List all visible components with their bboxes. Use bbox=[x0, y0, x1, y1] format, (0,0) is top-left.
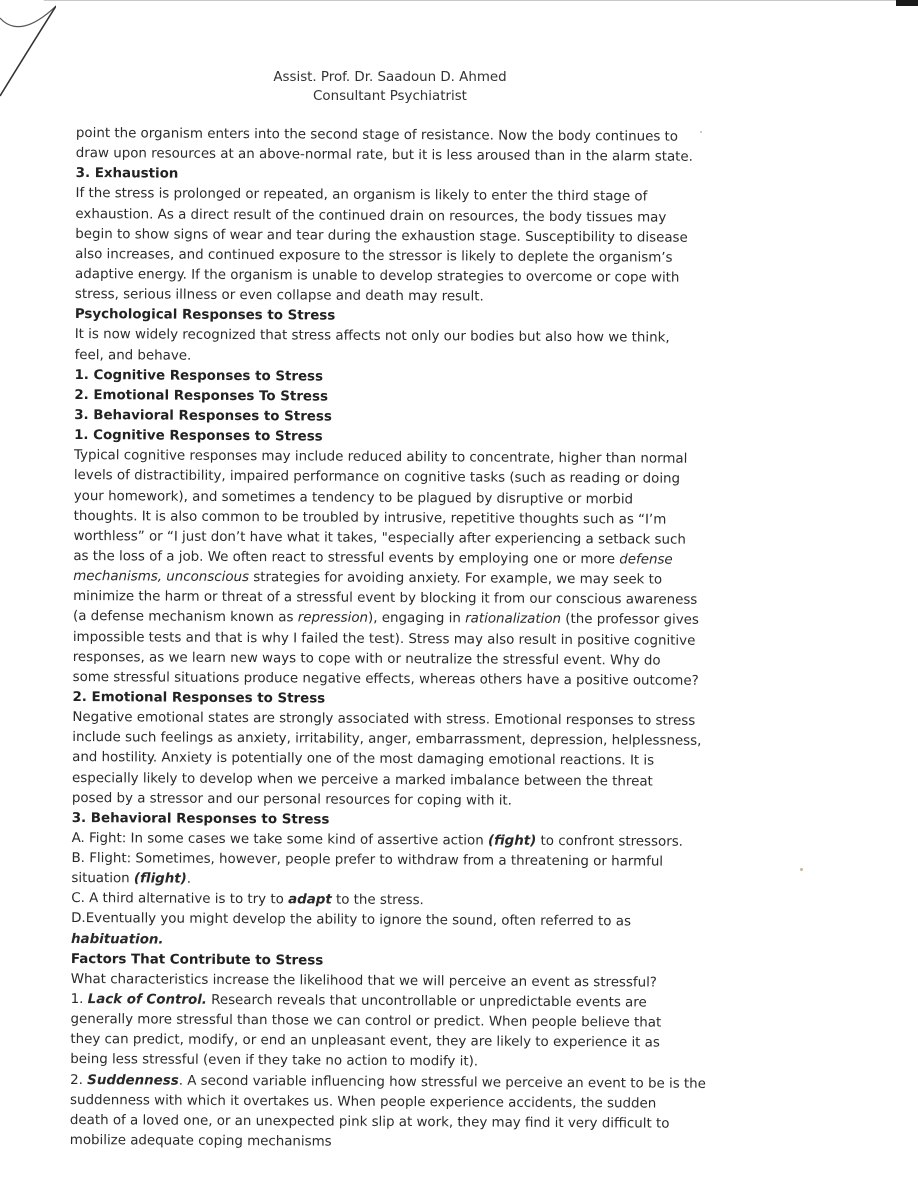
text-segment: 2. Emotional Responses To Stress bbox=[74, 387, 329, 405]
text-segment: ), engaging in bbox=[368, 611, 466, 627]
text-segment: suddenness with which it overtakes us. When people experience accidents, the sudden bbox=[69, 1092, 657, 1112]
text-segment: they can predict, modify, or end an unpleasant event, they are likely to experience it as bbox=[70, 1032, 660, 1051]
text-segment: your homework), and sometimes a tendency to be plagued by disruptive or morbid bbox=[73, 488, 634, 507]
text-segment: (the professor gives bbox=[561, 612, 699, 629]
text-segment: C. A third alternative is to try to bbox=[71, 891, 289, 908]
emphasized-text: habituation. bbox=[70, 931, 164, 948]
document-header bbox=[0, 68, 780, 106]
text-segment: 2. Emotional Responses to Stress bbox=[72, 689, 326, 707]
text-segment: also increases, and continued exposure to the stressor is likely to deplete the organism’s bbox=[75, 246, 673, 266]
text-segment: If the stress is prolonged or repeated, an organism is likely to enter the third stage of bbox=[75, 186, 648, 205]
text-segment: point the organism enters into the second stage of resistance. Now the body continues to bbox=[75, 125, 679, 145]
text-line bbox=[71, 909, 707, 933]
text-segment: mobilize adequate coping mechanisms bbox=[69, 1133, 332, 1150]
text-segment: feel, and behave. bbox=[74, 347, 192, 364]
text-segment: and hostility. Anxiety is potentially one of the most damaging emotional reactions. It is bbox=[72, 750, 655, 769]
emphasized-text: (flight) bbox=[133, 871, 187, 887]
text-segment: B. Flight: Sometimes, however, people prefer to withdraw from a threatening or harmful bbox=[71, 851, 664, 870]
text-segment: especially likely to develop when we perceive a marked imbalance between the threat bbox=[71, 770, 653, 790]
text-segment: worthless” or “I just don’t have what it takes, "especially after experiencing a setback such bbox=[73, 528, 686, 548]
text-segment: draw upon resources at an above-normal rate, but it is less aroused than in the alarm state. bbox=[75, 146, 693, 165]
text-segment: 1. bbox=[70, 992, 88, 1008]
text-segment: It is now widely recognized that stress affects not only our bodies but also how we think, bbox=[74, 327, 670, 347]
scan-speck bbox=[800, 868, 803, 871]
text-segment: (a defense mechanism known as bbox=[72, 609, 298, 626]
text-segment: 3. Behavioral Responses to Stress bbox=[74, 407, 332, 425]
emphasized-text: adapt bbox=[288, 892, 332, 908]
text-segment: 1. Cognitive Responses to Stress bbox=[74, 367, 324, 385]
text-segment: levels of distractibility, impaired performance on cognitive tasks (such as reading or doing bbox=[73, 468, 681, 488]
text-segment: 1. Cognitive Responses to Stress bbox=[74, 428, 323, 445]
text-segment: D.Eventually you might develop the ability to ignore the sound, often referred to as bbox=[71, 911, 632, 930]
document-body bbox=[70, 124, 712, 1155]
text-segment: A. Fight: In some cases we take some kind of assertive action bbox=[71, 830, 489, 849]
author-name: Assist. Prof. Dr. Saadoun D. Ahmed bbox=[273, 70, 507, 85]
emphasized-text: Suddenness bbox=[87, 1072, 179, 1089]
text-segment: generally more stressful than those we can control or predict. When people believe that bbox=[70, 1012, 662, 1031]
text-segment: . bbox=[186, 871, 192, 887]
text-segment: responses, as we learn new ways to cope with or neutralize the stressful event. Why do bbox=[72, 649, 661, 669]
text-segment: 2. bbox=[70, 1072, 88, 1088]
text-segment: 3. Behavioral Responses to Stress bbox=[71, 810, 330, 828]
text-segment: adaptive energy. If the organism is unable to develop strategies to overcome or cope with bbox=[75, 266, 680, 286]
text-segment: Psychological Responses to Stress bbox=[74, 307, 336, 324]
text-segment: to the stress. bbox=[331, 892, 424, 909]
emphasized-text: mechanisms, unconscious bbox=[73, 569, 250, 586]
text-segment: exhaustion. As a direct result of the continued drain on resources, the body tissues may bbox=[75, 206, 667, 226]
text-segment: being less stressful (even if they take no action to modify it). bbox=[70, 1052, 479, 1070]
emphasized-text: rationalization bbox=[465, 611, 562, 628]
scan-edge-mark bbox=[896, 0, 918, 6]
text-segment: some stressful situations produce negative effects, whereas others have a positive outcome? bbox=[72, 669, 699, 689]
text-segment: begin to show signs of wear and tear during the exhaustion stage. Susceptibility to disease bbox=[75, 226, 688, 246]
text-segment: stress, serious illness or even collapse and death may result. bbox=[74, 287, 484, 305]
text-segment: Factors That Contribute to Stress bbox=[70, 951, 324, 969]
text-segment: Research reveals that uncontrollable or unpredictable events are bbox=[206, 992, 647, 1011]
text-segment: to confront stressors. bbox=[536, 833, 683, 850]
emphasized-text: repression bbox=[297, 610, 369, 627]
text-segment: What characteristics increase the likelihood that we will perceive an event as stressful? bbox=[70, 971, 657, 991]
text-segment: 3. Exhaustion bbox=[75, 166, 179, 182]
text-segment: thoughts. It is also common to be troubled by intrusive, repetitive thoughts such as “I’m bbox=[73, 508, 667, 528]
author-role: Consultant Psychiatrist bbox=[313, 89, 467, 104]
text-segment: . A second variable influencing how stressful we perceive an event to be is the bbox=[178, 1073, 706, 1092]
emphasized-text: Lack of Control. bbox=[87, 992, 207, 1008]
emphasized-text: (fight) bbox=[487, 833, 537, 849]
text-line bbox=[70, 1131, 706, 1155]
text-segment: posed by a stressor and our personal resources for coping with it. bbox=[71, 790, 513, 809]
text-segment: Typical cognitive responses may include reduced ability to concentrate, higher than normal bbox=[73, 448, 688, 467]
text-segment: minimize the harm or threat of a stressful event by blocking it from our conscious awareness bbox=[73, 589, 698, 609]
scan-speck bbox=[700, 131, 702, 133]
text-segment: situation bbox=[71, 871, 134, 887]
text-segment: strategies for avoiding anxiety. For example, we may seek to bbox=[248, 570, 663, 588]
text-segment: death of a loved one, or an unexpected pink slip at work, they may find it very difficult to bbox=[69, 1112, 670, 1132]
emphasized-text: defense bbox=[619, 552, 673, 568]
text-segment: impossible tests and that is why I failed the test). Stress may also result in positive cognitive bbox=[72, 629, 696, 649]
text-segment: as the loss of a job. We often react to stressful events by employing one or more bbox=[73, 548, 620, 568]
text-segment: include such feelings as anxiety, irritability, anger, embarrassment, depression, helplessness, bbox=[72, 730, 702, 750]
text-segment: Negative emotional states are strongly associated with stress. Emotional responses to stress bbox=[72, 710, 696, 729]
scan-top-edge bbox=[40, 0, 908, 1]
